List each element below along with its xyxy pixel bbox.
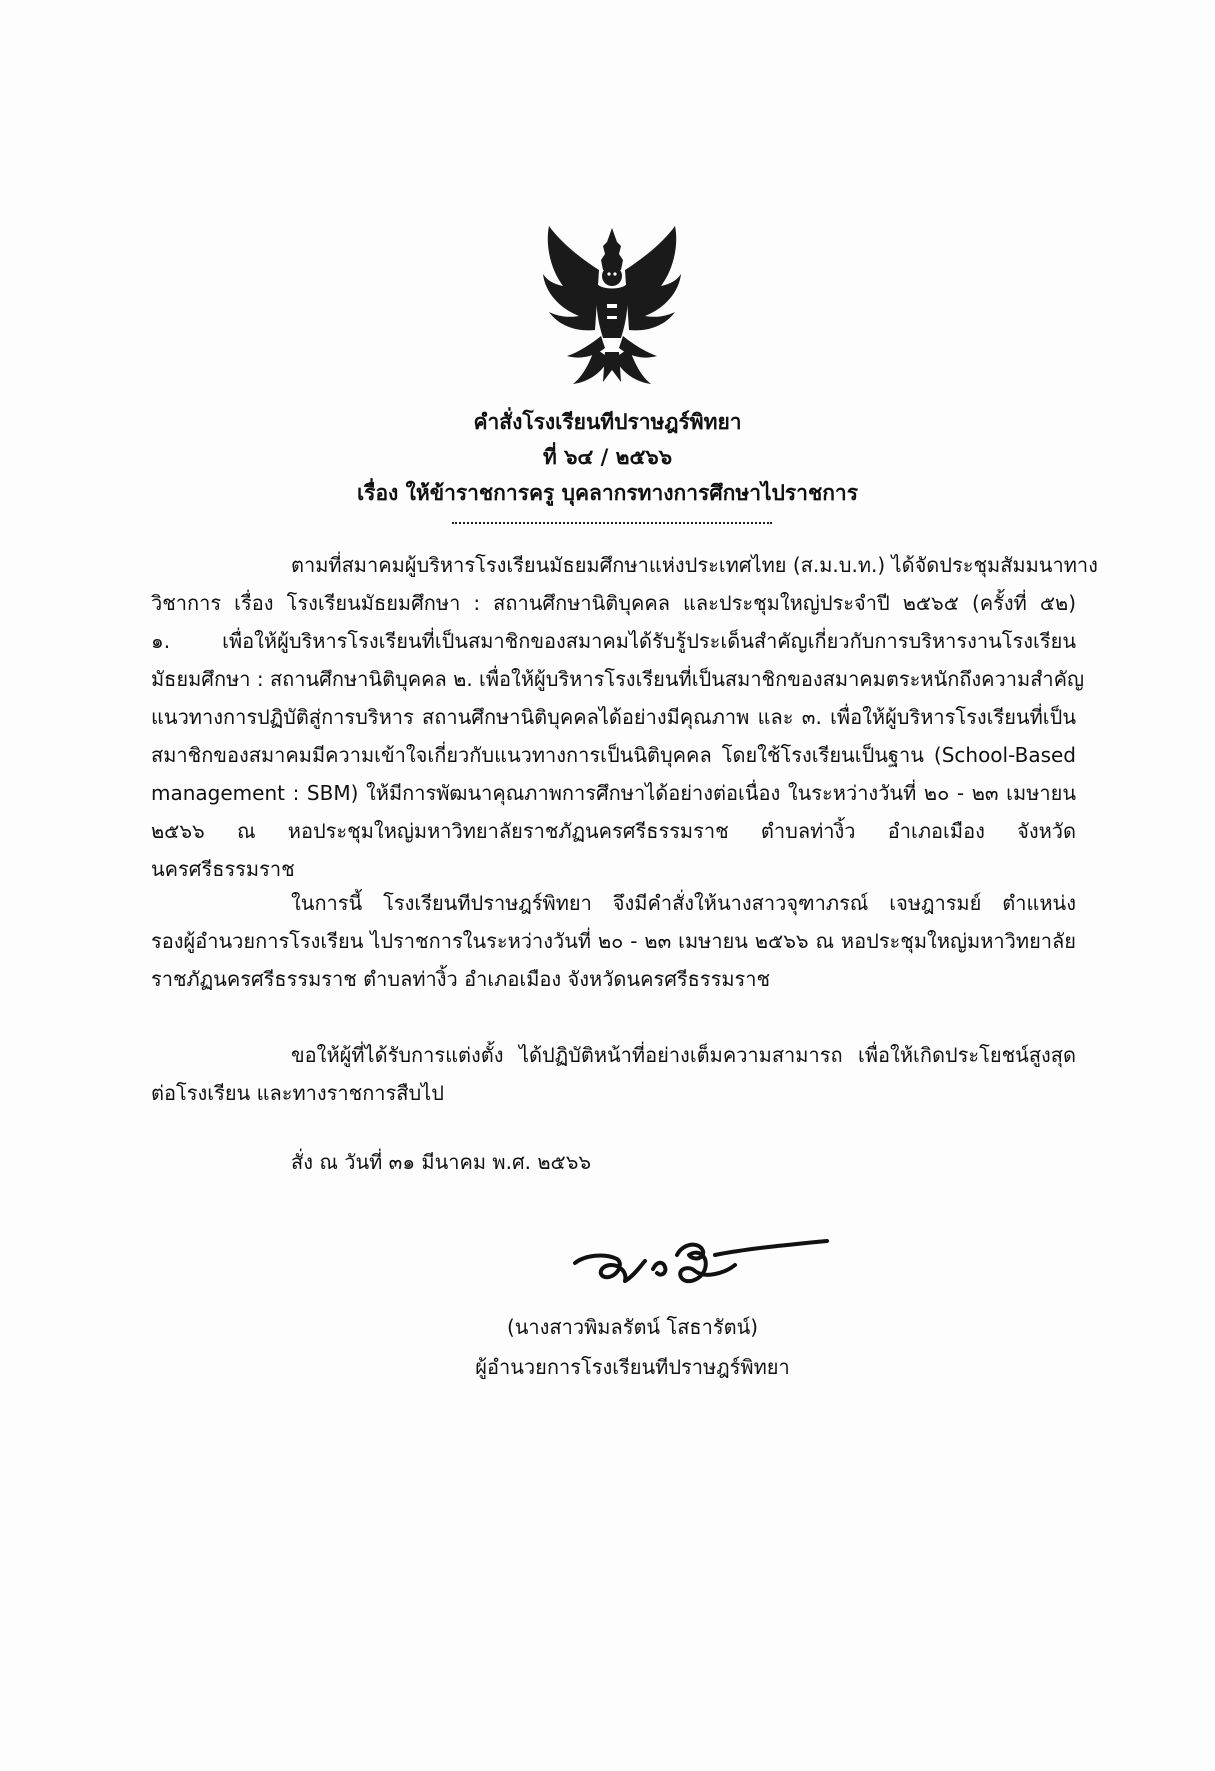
text-line: แนวทางการปฏิบัติสู่การบริหาร สถานศึกษานิติบุคคลได้อย่างมีคุณภาพ และ ๓. เพื่อให้ผู้บริหารโรงเรียนที่เป็น (151, 705, 1076, 729)
order-subject: เรื่อง ให้ข้าราชการครู บุคลากรทางการศึกษาไปราชการ (356, 481, 859, 505)
paragraph-closing (151, 1036, 1076, 1112)
signer-name: (นางสาวพิมลรัตน์ โสธารัตน์) (506, 1315, 759, 1339)
text-line: ราชภัฏนครศรีธรรมราช ตำบลท่างิ้ว อำเภอเมือง จังหวัดนครศรีธรรมราช (151, 967, 771, 991)
text-line: ตามที่สมาคมผู้บริหารโรงเรียนมัธยมศึกษาแห่งประเทศไทย (ส.ม.บ.ท.) ได้จัดประชุมสัมมนาทาง (291, 553, 1098, 577)
paragraph-order (151, 884, 1076, 998)
order-date: สั่ง ณ วันที่ ๓๑ มีนาคม พ.ศ. ๒๕๖๖ (291, 1150, 592, 1174)
paragraph-background (151, 546, 1098, 888)
text-line: รองผู้อำนวยการโรงเรียน ไปราชการในระหว่างวันที่ ๒๐ - ๒๓ เมษายน ๒๕๖๖ ณ หอประชุมใหญ่มหาวิทยาลัย (151, 929, 1076, 953)
dotted-separator (452, 522, 772, 524)
text-line: ๒๕๖๖ ณ หอประชุมใหญ่มหาวิทยาลัยราชภัฏนครศรีธรรมราช ตำบลท่างิ้ว อำเภอเมือง จังหวัด (151, 819, 1076, 843)
text-line: ต่อโรงเรียน และทางราชการสืบไป (151, 1081, 444, 1105)
text-line: วิชาการ เรื่อง โรงเรียนมัธยมศึกษา : สถานศึกษานิติบุคคล และประชุมใหญ่ประจำปี ๒๕๖๕ (ครั้งที่ ๕๒) (151, 591, 1076, 615)
document-title: คำสั่งโรงเรียนทีปราษฎร์พิทยา (473, 410, 742, 434)
text-line: มัธยมศึกษา : สถานศึกษานิติบุคคล ๒. เพื่อให้ผู้บริหารโรงเรียนที่เป็นสมาชิกของสมาคมตระหนักถึงความสำคัญ (151, 667, 1085, 691)
text-line: สมาชิกของสมาคมมีความเข้าใจเกี่ยวกับแนวทางการเป็นนิติบุคคล โดยใช้โรงเรียนเป็นฐาน (School-Based (151, 743, 1076, 767)
order-number: ที่ ๖๔ / ๒๕๖๖ (542, 445, 673, 469)
text-line: นครศรีธรรมราช (151, 857, 295, 881)
handwritten-signature-icon (565, 1225, 835, 1295)
text-line: ๑. เพื่อให้ผู้บริหารโรงเรียนที่เป็นสมาชิกของสมาคมได้รับรู้ประเด็นสำคัญเกี่ยวกับการบริหารงานโรงเรียน (151, 629, 1076, 653)
garuda-emblem-icon (537, 220, 687, 390)
text-line: ในการนี้ โรงเรียนทีปราษฎร์พิทยา จึงมีคำสั่งให้นางสาวจุฑาภรณ์ เจษฎารมย์ ตำแหน่ง (291, 891, 1076, 915)
signer-position: ผู้อำนวยการโรงเรียนทีปราษฎร์พิทยา (475, 1355, 790, 1379)
text-line: management : SBM) ให้มีการพัฒนาคุณภาพการศึกษาได้อย่างต่อเนื่อง ในระหว่างวันที่ ๒๐ - ๒๓ เมษายน (151, 781, 1076, 805)
text-line: ขอให้ผู้ที่ได้รับการแต่งตั้ง ได้ปฏิบัติหน้าที่อย่างเต็มความสามารถ เพื่อให้เกิดประโยชน์สูงสุด (291, 1043, 1076, 1067)
